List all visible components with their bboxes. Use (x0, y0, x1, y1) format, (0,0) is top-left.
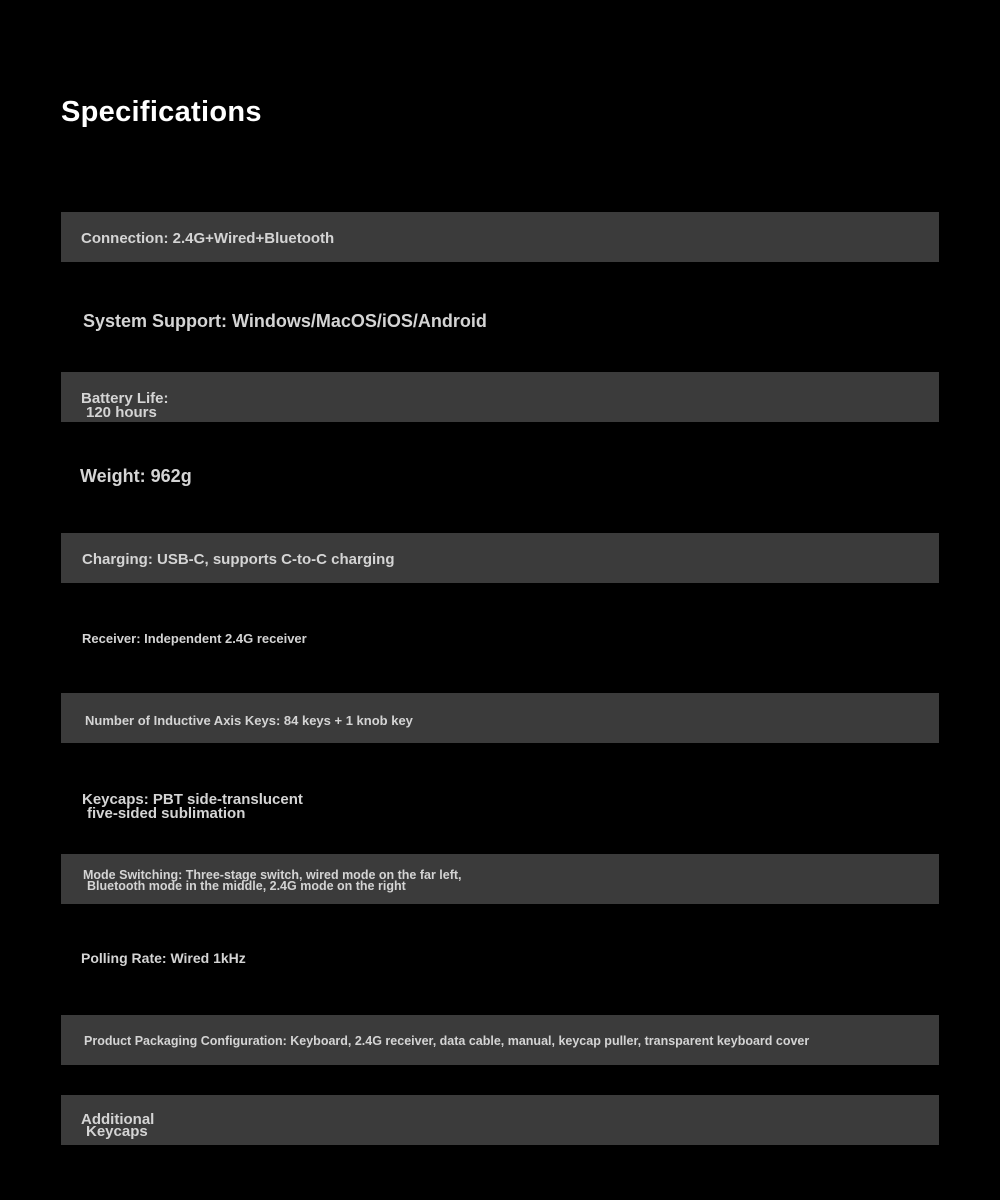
spec-additional-keycaps-line2: Keycaps (86, 1123, 148, 1140)
page-title: Specifications (61, 96, 262, 128)
spec-row-system-support (61, 292, 939, 342)
spec-additional-keycaps (81, 1111, 155, 1140)
spec-keycaps-line1: Keycaps: PBT side-translucent (82, 791, 303, 808)
spec-mode-switching (83, 870, 462, 892)
spec-row-polling-rate (61, 934, 939, 984)
spec-row-battery-life (61, 372, 939, 422)
spec-weight: Weight: 962g (80, 466, 192, 486)
spec-mode-switching-line1: Mode Switching: Three-stage switch, wired mode on the far left, (83, 868, 462, 882)
spec-receiver: Receiver: Independent 2.4G receiver (82, 631, 307, 646)
spec-battery-life (81, 392, 169, 420)
spec-battery-life-line2: 120 hours (86, 404, 157, 421)
spec-system-support: System Support: Windows/MacOS/iOS/Android (83, 311, 487, 331)
spec-axis-keys: Number of Inductive Axis Keys: 84 keys + 1 knob key (85, 713, 413, 728)
spec-mode-switching-line2: Bluetooth mode in the middle, 2.4G mode on the right (87, 879, 406, 893)
spec-keycaps (82, 793, 303, 821)
spec-additional-keycaps-line1: Additional (81, 1111, 155, 1128)
spec-packaging: Product Packaging Configuration: Keyboard, 2.4G receiver, data cable, manual, keycap puller, transparent keyboard cover (84, 1034, 810, 1048)
spec-row-packaging (61, 1015, 939, 1065)
spec-polling-rate: Polling Rate: Wired 1kHz (81, 950, 246, 966)
spec-row-axis-keys (61, 693, 939, 743)
spec-row-additional-keycaps (61, 1095, 939, 1145)
spec-battery-life-line1: Battery Life: (81, 390, 169, 407)
spec-connection: Connection: 2.4G+Wired+Bluetooth (81, 230, 335, 247)
spec-keycaps-line2: five-sided sublimation (87, 805, 246, 822)
spec-row-charging (61, 533, 939, 583)
spec-row-connection (61, 212, 939, 262)
spec-row-weight (61, 452, 939, 502)
spec-row-keycaps (61, 773, 939, 823)
spec-row-mode-switching (61, 854, 939, 904)
spec-charging: Charging: USB-C, supports C-to-C charging (82, 551, 395, 568)
spec-row-receiver (61, 613, 939, 663)
